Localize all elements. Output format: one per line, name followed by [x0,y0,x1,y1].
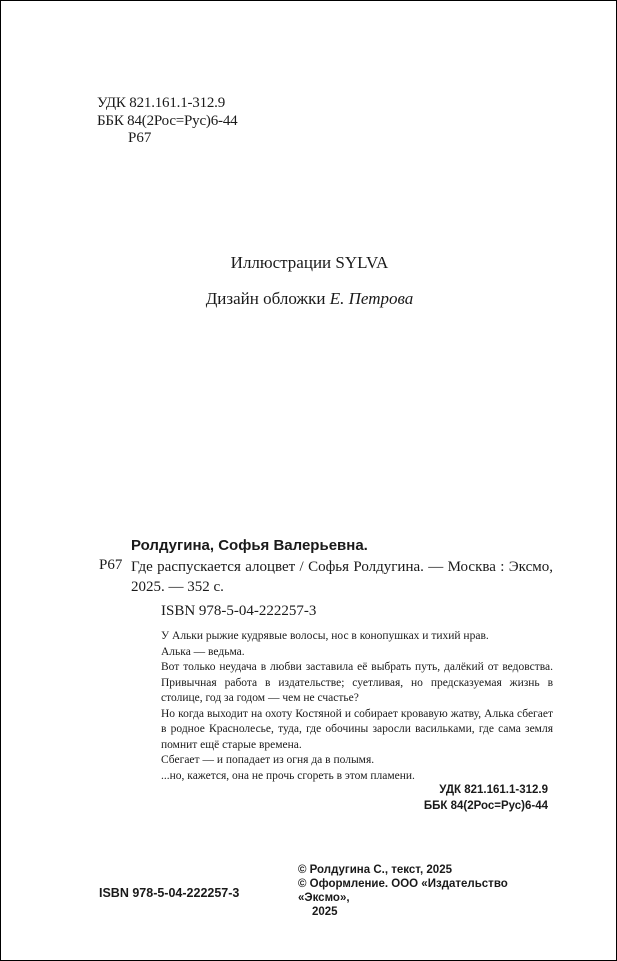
cover-designer-name: Е. Петрова [329,289,414,308]
copyright-design-line: © Оформление. ООО «Издательство «Эксмо», [298,878,508,904]
cover-design-credit [1,289,617,309]
annotation-paragraph: У Альки рыжие кудрявые волосы, нос в конопушках и тихий нрав. [161,630,489,642]
udk-code: УДК 821.161.1-312.9 [97,95,226,111]
isbn-footer: ISBN 978-5-04-222257-3 [99,886,240,900]
illustrations-credit [1,253,617,273]
catalog-author-mark: Р67 [99,557,123,573]
copyright-block [298,863,560,919]
catalog-udk: УДК 821.161.1-312.9 [439,784,548,796]
catalog-title-line: Где распускается алоцвет / Софья Ролдугина. — Москва : Эксмо, 2025. — 352 с. [131,559,553,595]
author-mark: Р67 [128,130,152,146]
annotation-paragraph: Алька — ведьма. [161,645,245,658]
book-annotation [161,629,553,784]
copyright-design-year: 2025 [312,906,338,918]
catalog-bbk: ББК 84(2Рос=Рус)6-44 [423,800,548,812]
annotation-paragraph: Сбегает — и попадает из огня да в полымя. [161,754,375,766]
bbk-code: ББК 84(2Рос=Рус)6-44 [97,113,238,129]
catalog-isbn: ISBN 978-5-04-222257-3 [161,603,317,619]
annotation-paragraph: Вот только неудача в любви заставила её выбрать путь, далёкий от ведовства. Привычная работа в издательстве; суетливая, но предсказуемая жизнь в столице, год за годом — чем не счастье? [161,661,553,704]
cover-design-label: Дизайн обложки [205,289,326,308]
catalog-author: Ролдугина, Софья Валерьевна. [131,537,368,554]
copyright-text-line: © Ролдугина С., текст, 2025 [298,864,452,876]
illustrations-name: SYLVA [335,253,389,272]
annotation-paragraph: Но когда выходит на охоту Костяной и собирает кровавую жатву, Алька сбегает в родное Краснолесье, туда, где обочины заросли васильками, где сама земля помнит ещё старые времена. [161,707,553,751]
annotation-paragraph: ...но, кажется, она не прочь сгореть в этом пламени. [161,769,415,782]
illustrations-label: Иллюстрации [230,253,332,272]
